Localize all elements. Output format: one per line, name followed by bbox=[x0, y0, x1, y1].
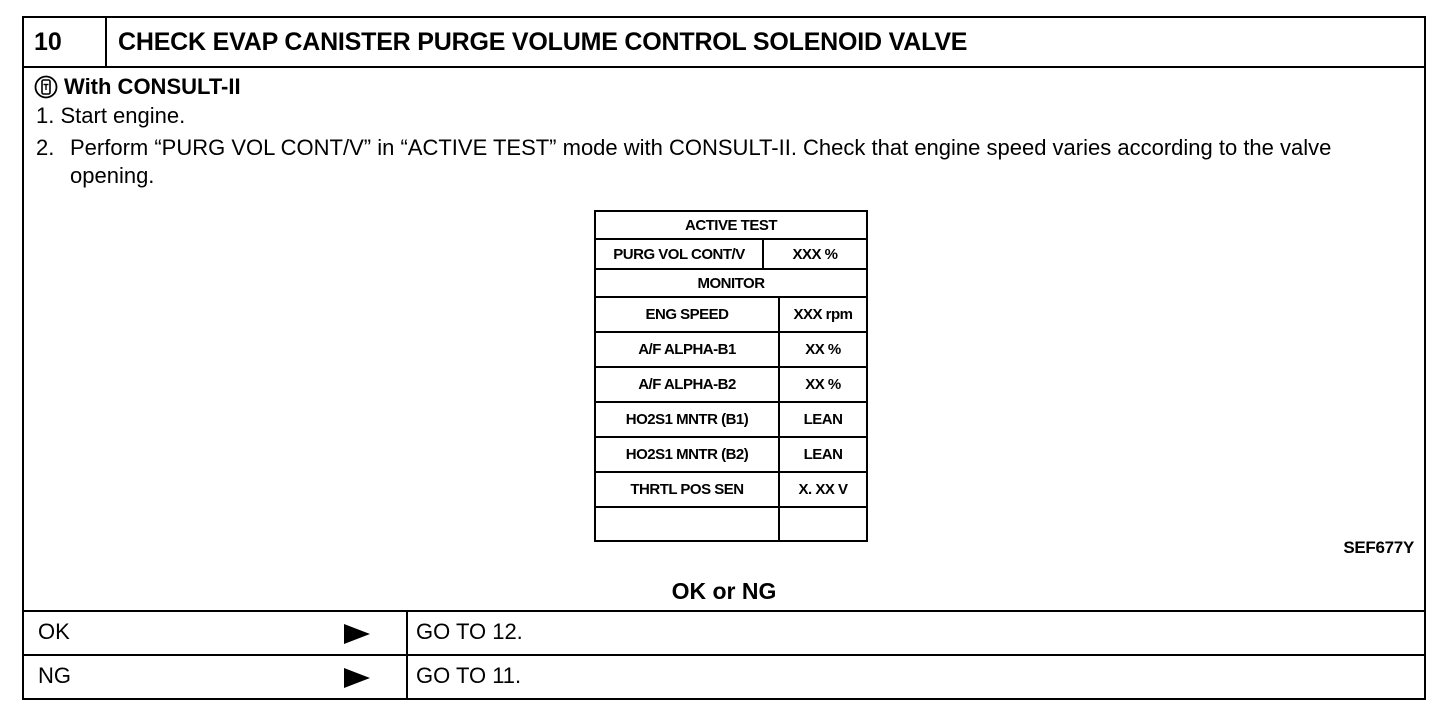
result-divider bbox=[406, 656, 408, 700]
test-item-label: PURG VOL CONT/V bbox=[596, 240, 764, 268]
monitor-label: A/F ALPHA-B2 bbox=[596, 368, 780, 401]
monitor-row bbox=[596, 473, 866, 508]
consult-mode-heading bbox=[34, 74, 241, 100]
result-row-ng bbox=[24, 654, 1424, 700]
monitor-label: HO2S1 MNTR (B2) bbox=[596, 438, 780, 471]
monitor-row bbox=[596, 403, 866, 438]
procedure-title: CHECK EVAP CANISTER PURGE VOLUME CONTROL SOLENOID VALVE bbox=[118, 28, 968, 56]
monitor-row bbox=[596, 368, 866, 403]
monitor-label: THRTL POS SEN bbox=[596, 473, 780, 506]
monitor-value: XX % bbox=[805, 376, 841, 393]
result-divider bbox=[406, 612, 408, 654]
monitor-label: A/F ALPHA-B1 bbox=[596, 333, 780, 366]
test-item-row bbox=[596, 240, 866, 270]
monitor-title-row bbox=[596, 270, 866, 298]
monitor-title: MONITOR bbox=[697, 274, 765, 292]
result-condition: OK bbox=[38, 619, 70, 644]
step-1-text: Start engine. bbox=[60, 103, 186, 128]
active-test-title-row bbox=[596, 212, 866, 240]
step-number: 10 bbox=[24, 18, 107, 66]
monitor-value: X. XX V bbox=[798, 481, 848, 498]
consult-tool-icon bbox=[34, 75, 58, 99]
test-item-value: XXX % bbox=[792, 245, 838, 263]
figure-reference: SEF677Y bbox=[1343, 538, 1414, 557]
monitor-value: LEAN bbox=[803, 411, 843, 428]
result-action: GO TO 12. bbox=[416, 619, 523, 644]
consult-mode-label: With CONSULT-II bbox=[64, 74, 241, 99]
monitor-row bbox=[596, 438, 866, 473]
monitor-row bbox=[596, 298, 866, 333]
active-test-screen bbox=[594, 210, 868, 542]
step-1 bbox=[36, 102, 185, 130]
monitor-label: ENG SPEED bbox=[596, 298, 780, 331]
result-row-ok bbox=[24, 610, 1424, 654]
step-2-number: 2. bbox=[36, 135, 55, 160]
arrow-right-icon bbox=[344, 668, 370, 688]
monitor-label bbox=[596, 508, 780, 542]
result-condition: NG bbox=[38, 663, 71, 688]
monitor-value: XX % bbox=[805, 341, 841, 358]
monitor-row bbox=[596, 333, 866, 368]
arrow-right-icon bbox=[344, 624, 370, 644]
result-action: GO TO 11. bbox=[416, 663, 522, 688]
monitor-value: LEAN bbox=[803, 446, 843, 463]
monitor-label: HO2S1 MNTR (B1) bbox=[596, 403, 780, 436]
monitor-value: XXX rpm bbox=[793, 306, 853, 323]
step-1-number: 1. bbox=[36, 103, 55, 128]
monitor-value bbox=[780, 508, 866, 542]
procedure-header bbox=[24, 18, 1424, 68]
active-test-title: ACTIVE TEST bbox=[684, 216, 777, 234]
step-2-text: Perform “PURG VOL CONT/V” in “ACTIVE TEST” mode with CONSULT-II. Check that engine speed varies according to the valve opening. bbox=[70, 135, 1332, 188]
monitor-row bbox=[596, 508, 866, 542]
result-prompt: OK or NG bbox=[671, 578, 777, 604]
diagnostic-procedure-table bbox=[22, 16, 1426, 700]
